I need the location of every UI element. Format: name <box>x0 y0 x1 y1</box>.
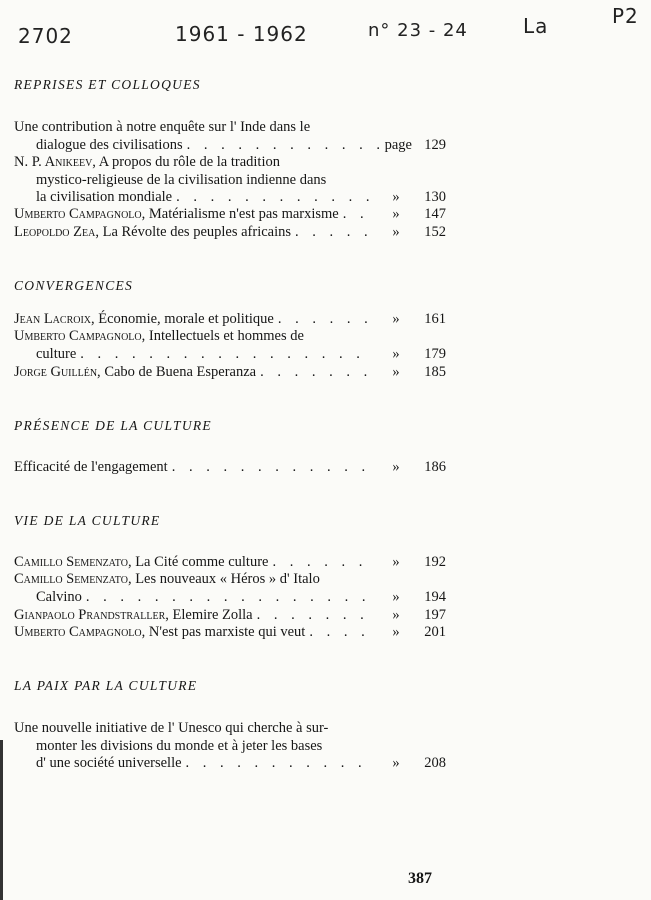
dot-leader <box>176 189 372 207</box>
toc-entry <box>14 311 446 329</box>
section-title: LA PAIX PAR LA CULTURE <box>14 678 198 693</box>
page-number: 201 <box>424 624 446 640</box>
toc-entry <box>14 119 446 154</box>
toc-entry <box>14 224 446 242</box>
dot-leader <box>187 137 381 155</box>
author-name: Umberto Campagnolo, <box>14 624 146 640</box>
author-name: N. P. Anikeev, <box>14 154 96 170</box>
handwritten-number: 2702 <box>18 24 73 48</box>
dot-leader <box>343 206 372 224</box>
author-name: Gianpaolo Prandstraller, <box>14 607 169 623</box>
dot-leader <box>86 589 372 607</box>
section-title: REPRISES ET COLLOQUES <box>14 77 201 92</box>
toc-line: Camillo Semenzato, La Cité comme culture . . . » 192 <box>14 554 446 572</box>
toc-entry <box>14 154 446 207</box>
handwritten-la: La <box>523 14 549 38</box>
page-number: 192 <box>424 554 446 570</box>
toc-entry <box>14 624 446 642</box>
page-number: 161 <box>424 311 446 327</box>
author-name: Umberto Campagnolo, <box>14 328 146 344</box>
toc-line: monter les divisions du monde et à jeter les bases <box>36 737 323 754</box>
toc-entry <box>14 328 446 363</box>
toc-line: Jorge Guillén, Cabo de Buena Esperanza . . . » 185 <box>14 364 446 382</box>
handwritten-years: 1961 - 1962 <box>175 22 308 46</box>
toc-line: culture . . . » 179 <box>14 346 446 364</box>
toc-line: Gianpaolo Prandstraller, Elemire Zolla . . . » 197 <box>14 607 446 625</box>
page-number: 186 <box>424 459 446 475</box>
toc-line: Jean Lacroix, Économie, morale et politique . . . » 161 <box>14 311 446 329</box>
dot-leader <box>295 224 372 242</box>
toc-line: Umberto Campagnolo, Matérialisme n'est pas marxisme . . . » 147 <box>14 206 446 224</box>
toc-line: Une contribution à notre enquête sur l' Inde dans le <box>14 119 311 135</box>
section-title: VIE DE LA CULTURE <box>14 513 161 528</box>
handwritten-issue: n° 23 - 24 <box>368 20 468 41</box>
toc-line: Efficacité de l'engagement . . . » 186 <box>14 459 446 477</box>
dot-leader <box>257 607 372 625</box>
section-title: PRÉSENCE DE LA CULTURE <box>14 418 212 433</box>
page-number: 185 <box>424 364 446 380</box>
author-name: Camillo Semenzato, <box>14 571 132 587</box>
dot-leader <box>309 624 372 642</box>
toc-line: Umberto Campagnolo, Intellectuels et hommes de <box>14 328 304 344</box>
dot-leader <box>186 755 372 773</box>
author-name: Jorge Guillén, <box>14 364 101 380</box>
toc-entry <box>14 720 446 773</box>
toc-line: Umberto Campagnolo, N'est pas marxiste qui veut . . . » 201 <box>14 624 446 642</box>
scan-edge <box>0 740 3 900</box>
dot-leader <box>272 554 372 572</box>
author-name: Camillo Semenzato, <box>14 554 132 570</box>
page-number: 147 <box>424 206 446 222</box>
page-number: 129 <box>424 136 446 153</box>
dot-leader <box>278 311 372 329</box>
toc-line: Une nouvelle initiative de l' Unesco qui cherche à sur- <box>14 720 329 736</box>
toc-entry <box>14 554 446 572</box>
toc-line: Leopoldo Zea, La Révolte des peuples africains . . . » 152 <box>14 224 446 242</box>
author-name: Leopoldo Zea, <box>14 224 99 240</box>
page-number: 130 <box>424 189 446 205</box>
toc-line: d' une société universelle . . . » 208 <box>14 755 446 773</box>
dot-leader <box>80 346 372 364</box>
page-number: 152 <box>424 224 446 240</box>
dot-leader <box>172 459 372 477</box>
author-name: Umberto Campagnolo, <box>14 206 146 222</box>
section-title: CONVERGENCES <box>14 278 134 293</box>
toc-line: dialogue des civilisations . . . page 129 <box>14 137 446 155</box>
dot-leader <box>260 364 372 382</box>
page-number: 194 <box>424 588 446 605</box>
handwritten-p2: P2 <box>612 4 639 28</box>
toc-entry <box>14 206 446 224</box>
toc-line: Calvino . . . » 194 <box>14 589 446 607</box>
page-number: 208 <box>424 755 446 771</box>
toc-entry <box>14 364 446 382</box>
toc-line: mystico-religieuse de la civilisation indienne dans <box>36 171 327 188</box>
page-number: 179 <box>424 345 446 362</box>
toc-line: N. P. Anikeev, A propos du rôle de la tradition <box>14 154 280 170</box>
toc-entry <box>14 607 446 625</box>
page-number: 197 <box>424 607 446 623</box>
toc-entry <box>14 459 446 477</box>
toc-entry <box>14 571 446 606</box>
author-name: Jean Lacroix, <box>14 311 95 327</box>
page-folio: 387 <box>408 870 432 887</box>
toc-line: la civilisation mondiale . . . » 130 <box>14 189 446 207</box>
toc-line: Camillo Semenzato, Les nouveaux « Héros » d' Italo <box>14 571 320 587</box>
